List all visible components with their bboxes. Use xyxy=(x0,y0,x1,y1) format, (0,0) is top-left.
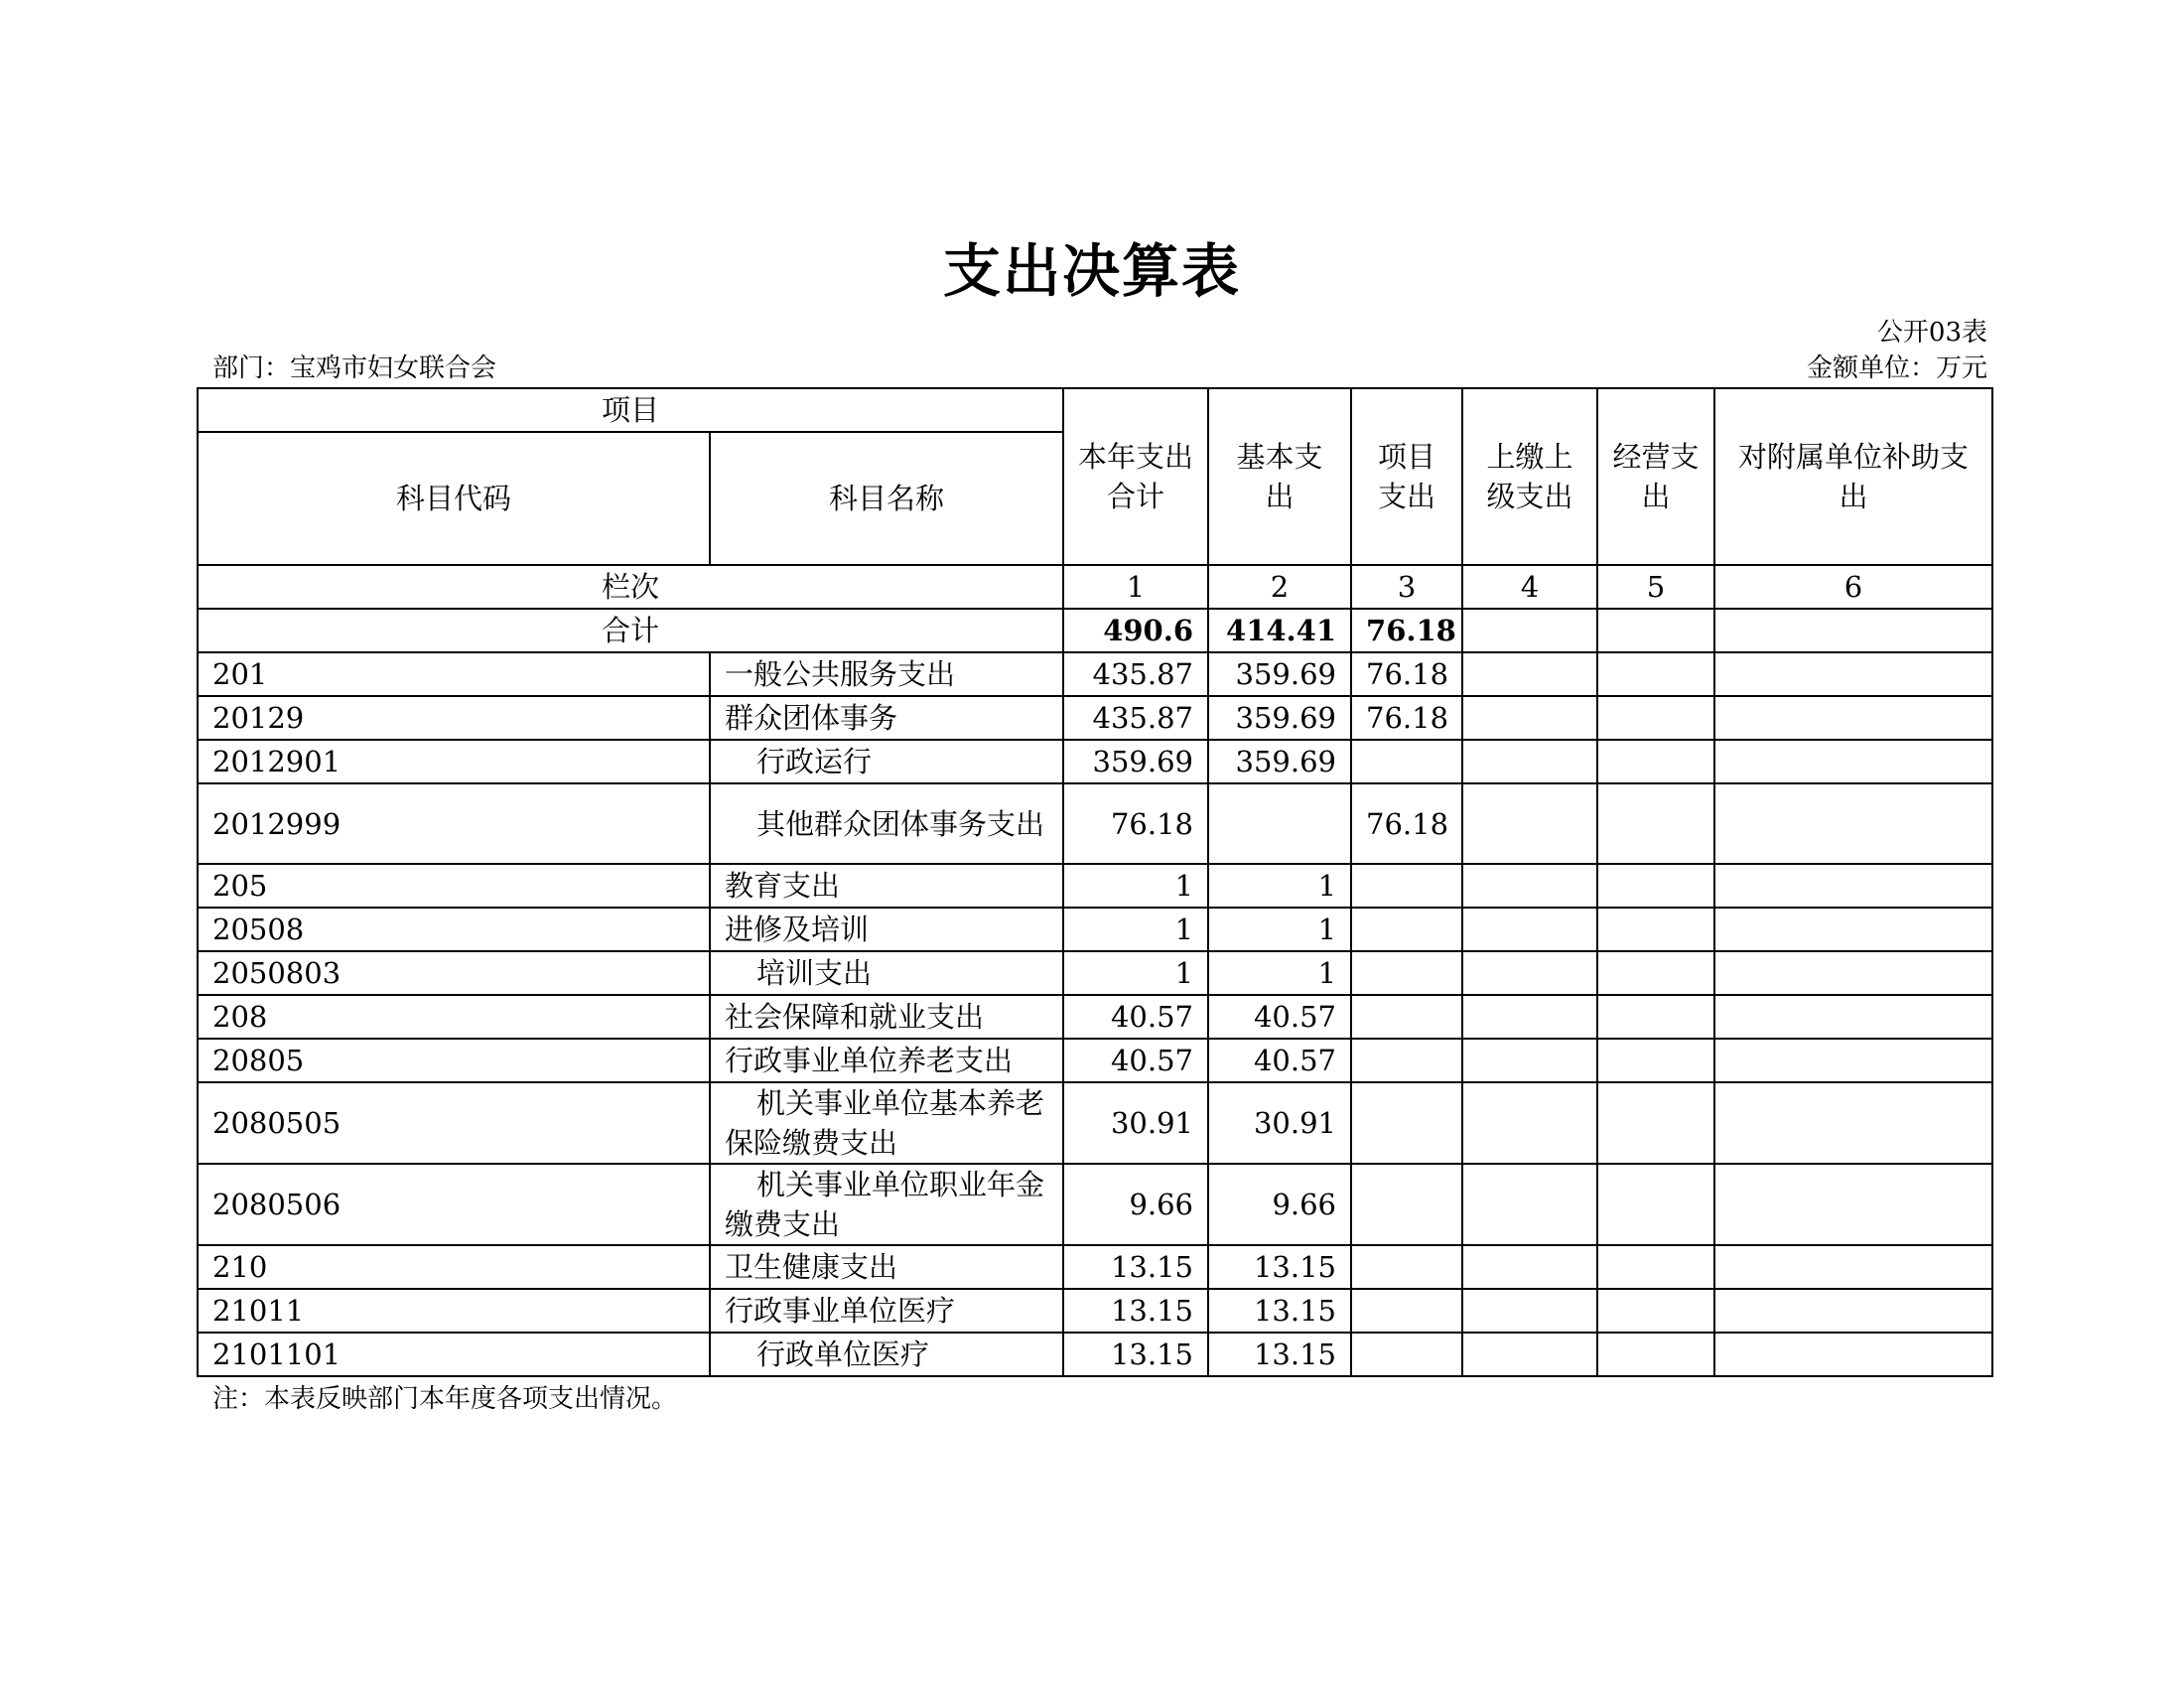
row-value-1: 13.15 xyxy=(1063,1245,1208,1289)
row-name: 群众团体事务 xyxy=(710,696,1063,740)
row-value-2: 359.69 xyxy=(1208,740,1351,783)
row-value-3 xyxy=(1351,951,1462,995)
page-title: 支出决算表 xyxy=(942,237,1241,305)
row-value-1: 1 xyxy=(1063,864,1208,908)
row-value-1: 1 xyxy=(1063,908,1208,951)
row-value-3 xyxy=(1351,908,1462,951)
row-value-3: 76.18 xyxy=(1351,783,1462,864)
row-value-5 xyxy=(1597,995,1714,1039)
table-row xyxy=(198,1039,1992,1082)
row-value-2: 359.69 xyxy=(1208,696,1351,740)
row-value-4 xyxy=(1462,1245,1597,1289)
row-value-1: 9.66 xyxy=(1063,1164,1208,1245)
row-value-4 xyxy=(1462,696,1597,740)
row-code: 2050803 xyxy=(198,951,710,995)
row-value-5 xyxy=(1597,951,1714,995)
column-index-6: 6 xyxy=(1714,565,1992,609)
row-value-1: 76.18 xyxy=(1063,783,1208,864)
row-name: 行政运行 xyxy=(710,740,1063,783)
row-value-6 xyxy=(1714,1289,1992,1333)
row-name: 卫生健康支出 xyxy=(710,1245,1063,1289)
total-value-5 xyxy=(1597,609,1714,652)
row-name: 行政单位医疗 xyxy=(710,1333,1063,1376)
row-value-5 xyxy=(1597,864,1714,908)
total-row xyxy=(198,609,1992,652)
department-label: 部门：宝鸡市妇女联合会 xyxy=(212,353,497,383)
row-value-6 xyxy=(1714,740,1992,783)
row-value-3 xyxy=(1351,1289,1462,1333)
row-value-3 xyxy=(1351,864,1462,908)
row-name: 社会保障和就业支出 xyxy=(710,995,1063,1039)
column-index-label: 栏次 xyxy=(198,565,1063,609)
row-value-5 xyxy=(1597,1039,1714,1082)
row-value-2 xyxy=(1208,783,1351,864)
row-value-2: 40.57 xyxy=(1208,995,1351,1039)
row-code: 201 xyxy=(198,652,710,696)
row-value-5 xyxy=(1597,1164,1714,1245)
table-row xyxy=(198,908,1992,951)
row-code: 2101101 xyxy=(198,1333,710,1376)
row-value-5 xyxy=(1597,783,1714,864)
table-row xyxy=(198,1245,1992,1289)
row-value-4 xyxy=(1462,740,1597,783)
column-index-1: 1 xyxy=(1063,565,1208,609)
header-col3: 项目支出 xyxy=(1351,388,1462,565)
row-value-4 xyxy=(1462,783,1597,864)
row-value-2: 1 xyxy=(1208,951,1351,995)
row-value-3 xyxy=(1351,995,1462,1039)
row-value-4 xyxy=(1462,995,1597,1039)
row-value-1: 40.57 xyxy=(1063,995,1208,1039)
form-number: 公开03表 xyxy=(1876,318,1987,348)
row-value-3 xyxy=(1351,1082,1462,1164)
header-col4: 上缴上级支出 xyxy=(1462,388,1597,565)
row-value-1: 359.69 xyxy=(1063,740,1208,783)
table-row xyxy=(198,951,1992,995)
row-value-3: 76.18 xyxy=(1351,652,1462,696)
amount-unit-label: 金额单位：万元 xyxy=(1806,353,1987,383)
row-name xyxy=(710,783,1063,864)
row-value-2: 13.15 xyxy=(1208,1289,1351,1333)
row-value-2: 359.69 xyxy=(1208,652,1351,696)
row-value-4 xyxy=(1462,652,1597,696)
row-value-1: 13.15 xyxy=(1063,1289,1208,1333)
column-index-5: 5 xyxy=(1597,565,1714,609)
row-value-2: 9.66 xyxy=(1208,1164,1351,1245)
row-value-5 xyxy=(1597,908,1714,951)
row-name: 培训支出 xyxy=(710,951,1063,995)
total-value-1: 490.6 xyxy=(1063,609,1208,652)
total-value-4 xyxy=(1462,609,1597,652)
column-index-3: 3 xyxy=(1351,565,1462,609)
row-value-4 xyxy=(1462,908,1597,951)
row-value-5 xyxy=(1597,1082,1714,1164)
row-name: 进修及培训 xyxy=(710,908,1063,951)
expenditure-table xyxy=(197,387,1993,1377)
row-code: 20508 xyxy=(198,908,710,951)
table-row xyxy=(198,740,1992,783)
row-value-4 xyxy=(1462,1039,1597,1082)
row-value-4 xyxy=(1462,1164,1597,1245)
row-value-3: 76.18 xyxy=(1351,696,1462,740)
header-col6: 对附属单位补助支出 xyxy=(1714,388,1992,565)
header-col1: 本年支出合计 xyxy=(1063,388,1208,565)
row-name-text: 机关事业单位基本养老保险缴费支出 xyxy=(725,1086,1045,1160)
row-value-6 xyxy=(1714,1039,1992,1082)
row-value-4 xyxy=(1462,1333,1597,1376)
footnote: 注：本表反映部门本年度各项支出情况。 xyxy=(212,1384,678,1414)
row-value-5 xyxy=(1597,1333,1714,1376)
row-name: 行政事业单位养老支出 xyxy=(710,1039,1063,1082)
row-value-4 xyxy=(1462,864,1597,908)
row-code: 205 xyxy=(198,864,710,908)
row-value-2: 40.57 xyxy=(1208,1039,1351,1082)
table-row xyxy=(198,1289,1992,1333)
row-value-1: 1 xyxy=(1063,951,1208,995)
header-name: 科目名称 xyxy=(710,432,1063,565)
row-value-3 xyxy=(1351,1245,1462,1289)
row-value-2: 30.91 xyxy=(1208,1082,1351,1164)
row-value-4 xyxy=(1462,1289,1597,1333)
header-code: 科目代码 xyxy=(198,432,710,565)
header-project: 项目 xyxy=(198,388,1063,432)
row-value-6 xyxy=(1714,1333,1992,1376)
row-name: 行政事业单位医疗 xyxy=(710,1289,1063,1333)
row-value-6 xyxy=(1714,995,1992,1039)
header-col2: 基本支出 xyxy=(1208,388,1351,565)
table-row xyxy=(198,1082,1992,1164)
row-value-6 xyxy=(1714,908,1992,951)
row-name xyxy=(710,1082,1063,1164)
row-code: 2012999 xyxy=(198,783,710,864)
table-row xyxy=(198,652,1992,696)
row-value-1: 435.87 xyxy=(1063,652,1208,696)
row-value-5 xyxy=(1597,1245,1714,1289)
row-value-5 xyxy=(1597,696,1714,740)
header-row-top xyxy=(198,388,1992,432)
table-row xyxy=(198,995,1992,1039)
row-value-5 xyxy=(1597,1289,1714,1333)
row-code: 2012901 xyxy=(198,740,710,783)
header-col5: 经营支出 xyxy=(1597,388,1714,565)
row-value-3 xyxy=(1351,1039,1462,1082)
row-code: 20129 xyxy=(198,696,710,740)
table-row xyxy=(198,1333,1992,1376)
table-row xyxy=(198,783,1992,864)
column-index-row xyxy=(198,565,1992,609)
row-value-6 xyxy=(1714,951,1992,995)
column-index-4: 4 xyxy=(1462,565,1597,609)
table-row xyxy=(198,1164,1992,1245)
row-value-3 xyxy=(1351,1333,1462,1376)
row-code: 21011 xyxy=(198,1289,710,1333)
row-code: 2080506 xyxy=(198,1164,710,1245)
column-index-2: 2 xyxy=(1208,565,1351,609)
row-name-text: 其他群众团体事务支出 xyxy=(756,806,1045,841)
row-value-1: 435.87 xyxy=(1063,696,1208,740)
row-code: 20805 xyxy=(198,1039,710,1082)
total-value-3: 76.18 xyxy=(1351,609,1462,652)
row-value-6 xyxy=(1714,1164,1992,1245)
row-value-6 xyxy=(1714,652,1992,696)
row-name-text: 机关事业单位职业年金缴费支出 xyxy=(725,1168,1045,1241)
row-code: 208 xyxy=(198,995,710,1039)
total-value-6 xyxy=(1714,609,1992,652)
row-value-1: 40.57 xyxy=(1063,1039,1208,1082)
row-value-1: 13.15 xyxy=(1063,1333,1208,1376)
row-value-5 xyxy=(1597,652,1714,696)
row-value-2: 13.15 xyxy=(1208,1245,1351,1289)
row-name xyxy=(710,1164,1063,1245)
row-value-4 xyxy=(1462,1082,1597,1164)
table-row xyxy=(198,864,1992,908)
row-value-3 xyxy=(1351,740,1462,783)
row-value-3 xyxy=(1351,1164,1462,1245)
row-name: 教育支出 xyxy=(710,864,1063,908)
row-value-5 xyxy=(1597,740,1714,783)
row-value-1: 30.91 xyxy=(1063,1082,1208,1164)
total-label: 合计 xyxy=(198,609,1063,652)
row-value-2: 13.15 xyxy=(1208,1333,1351,1376)
row-name: 一般公共服务支出 xyxy=(710,652,1063,696)
row-code: 2080505 xyxy=(198,1082,710,1164)
table-row xyxy=(198,696,1992,740)
row-value-6 xyxy=(1714,1245,1992,1289)
total-value-2: 414.41 xyxy=(1208,609,1351,652)
row-value-4 xyxy=(1462,951,1597,995)
row-value-6 xyxy=(1714,1082,1992,1164)
row-value-6 xyxy=(1714,864,1992,908)
row-value-2: 1 xyxy=(1208,864,1351,908)
row-value-2: 1 xyxy=(1208,908,1351,951)
row-value-6 xyxy=(1714,783,1992,864)
row-code: 210 xyxy=(198,1245,710,1289)
row-value-6 xyxy=(1714,696,1992,740)
